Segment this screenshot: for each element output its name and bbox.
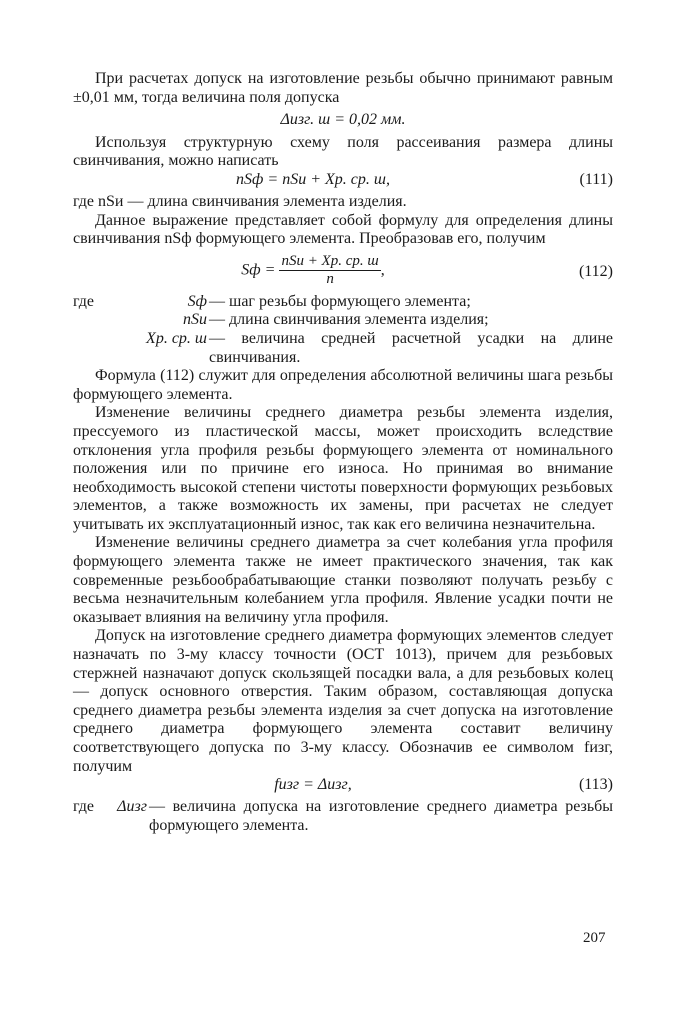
equation-112-tail: , bbox=[380, 261, 385, 279]
paragraph-1: При расчетах допуск на изготовление резьбы обычно принимают равным ±0,01 мм, тогда величина поля допуска bbox=[73, 70, 613, 106]
equation-113-number: (113) bbox=[578, 776, 613, 794]
definition-symbol: Sф bbox=[187, 292, 207, 310]
equation-113-body: fизг = Δизг, bbox=[274, 776, 352, 794]
equation-111-body: nSф = nSи + Xр. ср. ш, bbox=[236, 170, 390, 188]
definition-row bbox=[73, 311, 613, 330]
definition-symbol: nSи bbox=[183, 311, 207, 329]
equation-112-numerator: nSи + Xр. ср. ш bbox=[281, 252, 379, 269]
equation-111 bbox=[73, 171, 613, 193]
definition-row bbox=[73, 798, 613, 835]
equation-112-denominator: n bbox=[326, 270, 334, 287]
equation-delta: Δизг. ш = 0,02 мм. bbox=[280, 111, 406, 129]
definition-row bbox=[73, 330, 613, 367]
definition-symbol: Xр. ср. ш bbox=[146, 329, 207, 347]
equation-113 bbox=[73, 776, 613, 798]
paragraph-8: Допуск на изготовление среднего диаметра формующих элементов следует назначать по 3-му классу точности (ОСТ 1013), причем для резьбовых стержней назначают допуск скользящей посадки вала, а для резьбовых колец — допуск основного отверстия. Таким образом, составляющая допуска среднего диаметра резьбы элемента изделия за счет допуска на изготовление среднего диаметра формующего элемента составит величину соответствующего допуска по 3-му классу. Обозначив ее символом fизг, получим bbox=[73, 627, 613, 775]
definition-label: где bbox=[73, 798, 95, 816]
paragraph-4: Данное выражение представляет собой формулу для определения длины свинчивания nSф формующего элемента. Преобразовав его, получим bbox=[73, 211, 613, 248]
equation-112-fraction bbox=[279, 253, 380, 288]
paragraph-5: Формула (112) служит для определения абсолютной величины шага резьбы формующего элемента. bbox=[73, 367, 613, 403]
definitions-113 bbox=[73, 798, 613, 835]
definition-text: — величина допуска на изготовление среднего диаметра резьбы формующего элемента. bbox=[149, 798, 613, 834]
paragraph-2: Используя структурную схему поля рассеивания размера длины свинчивания, можно написать bbox=[73, 133, 613, 170]
equation-112-number: (112) bbox=[578, 262, 613, 280]
definition-label bbox=[73, 330, 133, 367]
definition-text: — длина свинчивания элемента изделия; bbox=[209, 311, 489, 329]
definition-text: — шаг резьбы формующего элемента; bbox=[209, 292, 471, 310]
page-body bbox=[73, 70, 613, 835]
equation-111-number: (111) bbox=[579, 170, 613, 188]
definition-text: — величина средней расчетной усадки на длине свинчивания. bbox=[209, 329, 613, 366]
definitions-112 bbox=[73, 293, 613, 367]
definition-row bbox=[73, 293, 613, 312]
page-number: 207 bbox=[583, 930, 606, 946]
paragraph-6: Изменение величины среднего диаметра резьбы элемента изделия, прессуемого из пластической массы, может происходить вследствие отклонения угла профиля резьбы формующего элемента от номинального положения или по причине его износа. Но принимая во внимание необходимость высокой степени чистоты поверхности формующих резьбовых элементов, а также возможность их замены, при расчетах не следует учитывать их эксплуатационный износ, так как его величина незначительна. bbox=[73, 404, 613, 533]
equation-112 bbox=[73, 253, 613, 293]
equation-112-lhs: Sф = bbox=[241, 261, 276, 279]
paragraph-3: где nSи — длина свинчивания элемента изделия. bbox=[73, 192, 407, 210]
paragraph-7: Изменение величины среднего диаметра за счет колебания угла профиля формующего элемента также не имеет практического значения, так как современные резьбообрабатывающие станки позволяют получать резьбу с весьма незначительным колебанием угла профиля. Явление усадки почти не оказывает влияния на величину угла профиля. bbox=[73, 534, 613, 626]
definition-symbol: Δизг bbox=[117, 798, 147, 816]
definition-label bbox=[73, 311, 133, 330]
definition-label: где bbox=[73, 292, 95, 310]
